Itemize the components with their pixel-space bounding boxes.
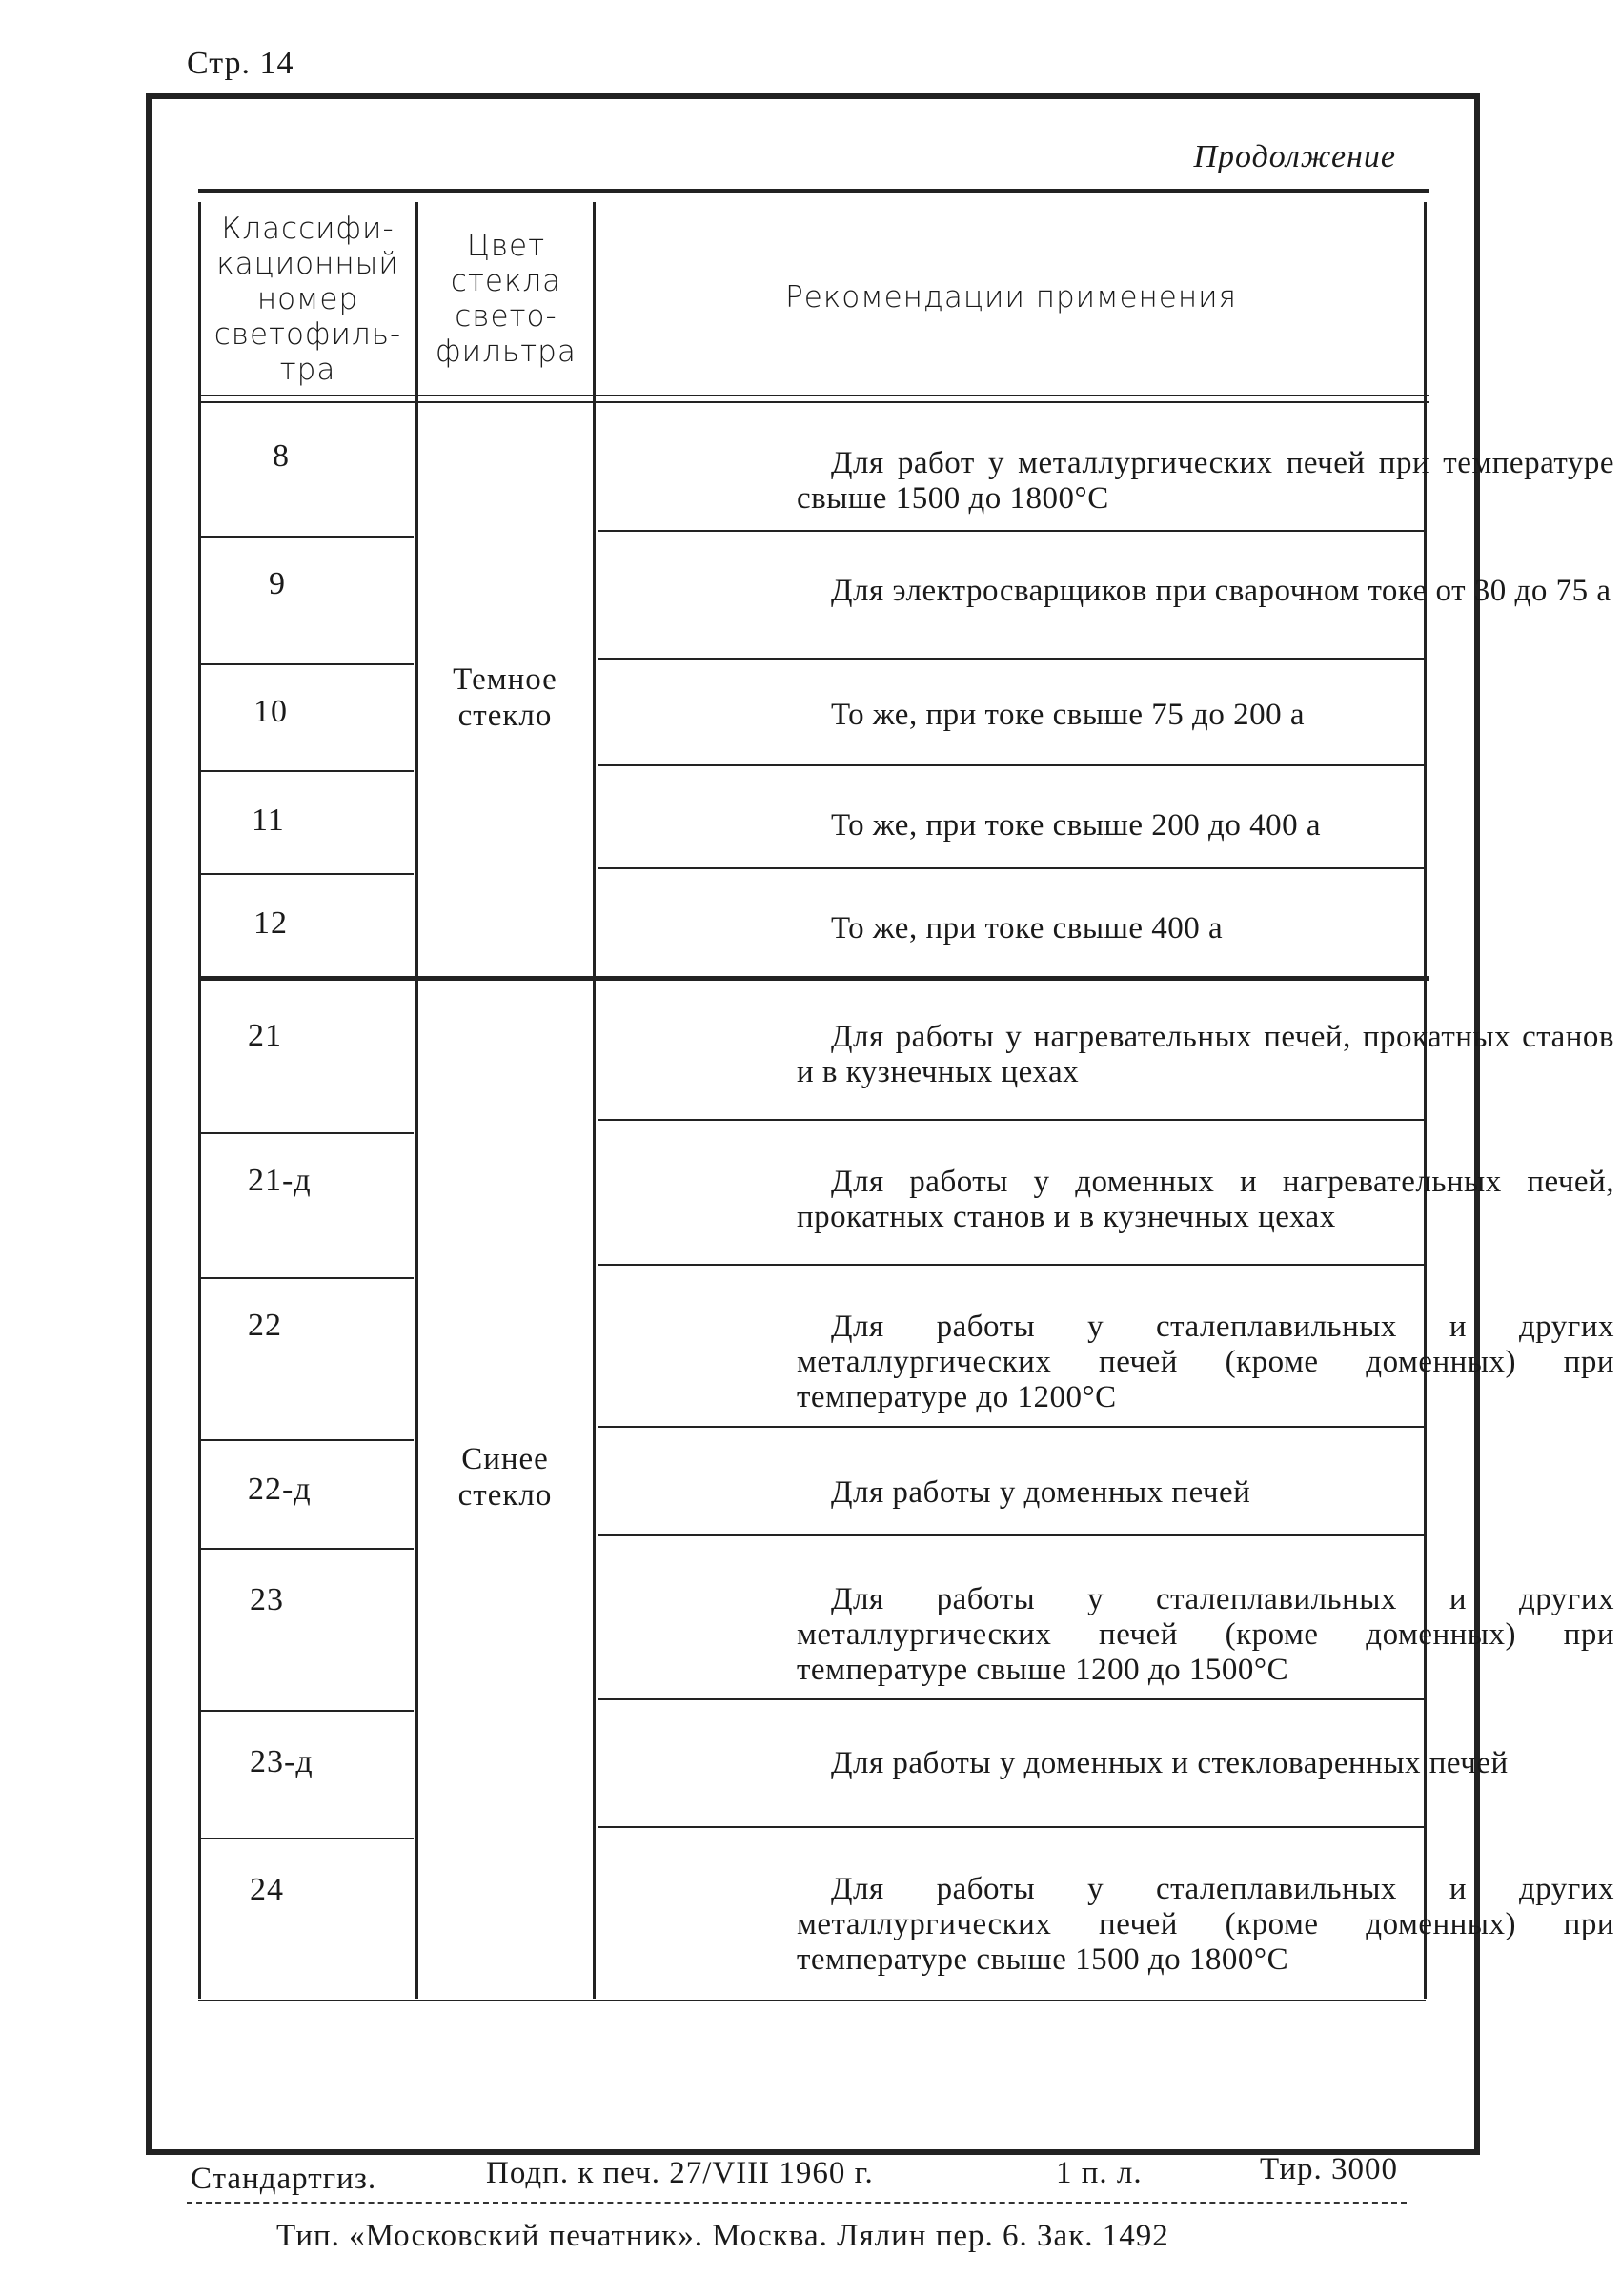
column-divider-2 (593, 202, 596, 1999)
header-recommendation: Рекомендации применения (785, 280, 1237, 315)
table-left-border (198, 202, 201, 1999)
imprint-printer: Тип. «Московский печатник». Москва. Лялин пер. 6. Зак. 1492 (276, 2219, 1169, 2253)
header-number: Классифи- кационный номер светофиль- тра (213, 212, 402, 387)
recommendation-text: Для работы у доменных и нагревательных печей, прокатных станов и в кузнечных цехах (797, 1165, 1614, 1234)
row-rule (200, 873, 414, 875)
row-rule (200, 770, 414, 772)
table-bottom-rule (198, 2000, 1426, 2001)
recommendation-text: То же, при токе свыше 400 а (831, 911, 1224, 945)
row-rule (598, 658, 1424, 660)
column-divider-1 (415, 202, 418, 1999)
glass-color-dark: Темное стекло (453, 662, 557, 733)
table-top-rule (198, 189, 1429, 193)
row-rule (598, 1534, 1424, 1536)
row-rule (200, 1132, 414, 1134)
row-rule (598, 1698, 1424, 1700)
row-number: 22-д (248, 1472, 312, 1507)
row-number: 12 (253, 905, 288, 941)
row-rule (200, 536, 414, 538)
row-number: 24 (250, 1872, 284, 1907)
row-rule (200, 1838, 414, 1839)
recommendation-text: Для работы у сталеплавильных и других металлургических печей (кроме доменных) при температуре свыше 1500 до 1800°С (797, 1872, 1614, 1977)
row-number: 21 (248, 1018, 282, 1053)
row-number: 21-д (248, 1163, 312, 1198)
recommendation-text: Для работы у доменных и стекловаренных печей (831, 1746, 1509, 1780)
recommendation-text: Для работы у сталеплавильных и других металлургических печей (кроме доменных) при температуре свыше 1200 до 1500°С (797, 1582, 1614, 1687)
page-number: Стр. 14 (187, 46, 294, 81)
header-double-rule (198, 395, 1429, 403)
row-rule (598, 1264, 1424, 1266)
row-number: 8 (273, 438, 290, 474)
row-rule (200, 1548, 414, 1550)
row-number: 22 (248, 1308, 282, 1343)
row-number: 10 (253, 694, 288, 729)
imprint-signed: Подп. к печ. 27/VIII 1960 г. (486, 2156, 874, 2190)
row-number: 11 (252, 803, 285, 838)
row-rule (598, 1119, 1424, 1121)
row-rule (598, 867, 1424, 869)
row-rule (598, 1826, 1424, 1828)
row-rule (200, 663, 414, 665)
row-rule (598, 530, 1424, 532)
recommendation-text: Для работ у металлургических печей при температуре свыше 1500 до 1800°С (797, 446, 1614, 516)
row-rule (598, 764, 1424, 766)
recommendation-text: Для работы у сталеплавильных и других металлургических печей (кроме доменных) при температуре до 1200°С (797, 1310, 1614, 1414)
row-number: 23 (250, 1582, 284, 1617)
recommendation-text: Для работы у доменных печей (831, 1475, 1251, 1510)
header-color: Цвет стекла свето- фильтра (436, 229, 577, 369)
row-rule (200, 1710, 414, 1712)
continuation-label: Продолжение (1193, 139, 1396, 174)
recommendation-text: Для электросварщиков при сварочном токе от 30 до 75 а (831, 574, 1611, 608)
recommendation-text: То же, при токе свыше 200 до 400 а (831, 808, 1321, 843)
row-number: 9 (269, 566, 286, 601)
imprint-rule (187, 2202, 1407, 2204)
filter-table (198, 189, 1614, 2001)
group-divider (198, 976, 1429, 981)
row-rule (200, 1277, 414, 1279)
glass-color-blue: Синее стекло (457, 1442, 553, 1513)
row-number: 23-д (250, 1744, 314, 1779)
recommendation-text: То же, при токе свыше 75 до 200 а (831, 698, 1305, 732)
recommendation-text: Для работы у нагревательных печей, прокатных станов и в кузнечных цехах (797, 1020, 1614, 1089)
row-rule (598, 1426, 1424, 1428)
row-rule (200, 1439, 414, 1441)
imprint-print-run: Тир. 3000 (1260, 2152, 1398, 2186)
imprint-sheets: 1 п. л. (1056, 2156, 1143, 2190)
imprint-publisher: Стандартгиз. (191, 2162, 377, 2196)
